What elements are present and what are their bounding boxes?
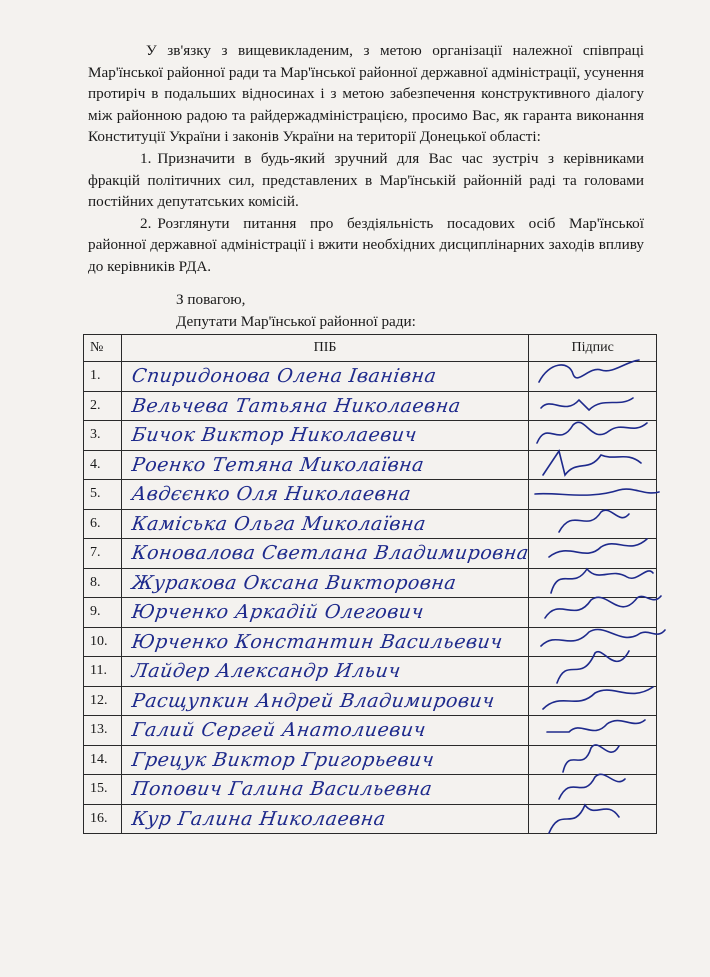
header-signature: Підпис [529,335,657,362]
row-number: 10. [84,627,122,657]
request-item-1 [88,148,644,213]
signatories-label: Депутати Мар'їнської районної ради: [176,312,416,330]
row-name-cell [121,568,529,598]
row-number: 5. [84,480,122,510]
handwritten-name: Коновалова Светлана Владимировна [130,542,530,565]
row-name-cell [121,509,529,539]
row-name-cell [121,391,529,421]
row-name-cell [121,362,529,392]
signature-rows [84,362,657,834]
handwritten-name: Каміська Ольга Миколаївна [130,512,428,535]
letter-paragraph: У зв'язку з вищевикладеним, з метою організації належної співпраці Мар'їнської районної ради та Мар'їнської районної державної адміністрації, усунення протиріч в подальших відносинах і з метою забезпечення конструктивного діалогу між районною радою та райдержадміністрацією, просимо Вас, як гаранта виконання Конституції України і законів України на території Донецької області: [88,42,644,146]
handwritten-name: Журакова Оксана Викторовна [130,571,458,594]
header-number: № [84,335,122,362]
handwritten-name: Авдєєнко Оля Николаевна [130,483,413,506]
row-name-cell [121,686,529,716]
row-number: 9. [84,598,122,628]
row-name-cell [121,480,529,510]
table-row [84,804,657,834]
handwritten-name: Галий Сергей Анатолиевич [130,719,428,742]
row-signature-cell [529,804,657,834]
row-name-cell [121,539,529,569]
row-name-cell [121,804,529,834]
handwritten-name: Юрченко Константин Васильевич [130,630,504,653]
handwritten-name: Юрченко Аркадій Олегович [130,601,426,624]
row-number: 16. [84,804,122,834]
row-name-cell [121,450,529,480]
handwritten-name: Кур Галина Николаевна [130,807,387,830]
row-name-cell [121,421,529,451]
request-item-text: Розглянути питання про бездіяльність посадових осіб Мар'їнської районної державної адміністрації і вжити необхідних дисциплінарних заходів впливу до керівників РДА. [88,214,644,275]
handwritten-name: Спиридонова Олена Іванівна [130,365,438,388]
row-number: 8. [84,568,122,598]
signature-table [83,334,657,834]
row-number: 7. [84,539,122,569]
row-number: 12. [84,686,122,716]
closing-salutation: З повагою, [176,291,246,308]
signature-scribble [529,799,671,839]
row-number: 15. [84,775,122,805]
row-number: 1. [84,362,122,392]
row-name-cell [121,627,529,657]
row-name-cell [121,716,529,746]
row-number: 14. [84,745,122,775]
row-number: 4. [84,450,122,480]
row-number: 2. [84,391,122,421]
row-name-cell [121,657,529,687]
handwritten-name: Расщупкин Андрей Владимирович [130,689,496,712]
handwritten-name: Вельчева Татьяна Николаевна [130,394,462,417]
request-item-number: 2. [140,214,152,232]
row-number: 11. [84,657,122,687]
handwritten-name: Лайдер Александр Ильич [130,660,402,683]
row-number: 13. [84,716,122,746]
handwritten-name: Роенко Тетяна Миколаївна [130,453,426,476]
row-number: 3. [84,421,122,451]
handwritten-name: Попович Галина Васильевна [130,778,434,801]
row-name-cell [121,775,529,805]
row-name-cell [121,598,529,628]
header-name: ПІБ [121,335,529,362]
request-item-number: 1. [140,149,152,167]
letter-body [88,40,644,278]
handwritten-name: Грецук Виктор Григорьевич [130,748,436,771]
closing-block [176,289,416,332]
request-item-2 [88,213,644,278]
row-number: 6. [84,509,122,539]
handwritten-name: Бичок Виктор Николаевич [130,424,419,447]
row-name-cell [121,745,529,775]
request-item-text: Призначити в будь-який зручний для Вас час зустріч з керівниками фракцій політичних сил, представлених в Мар'їнській районній раді та головами постійних депутатських комісій. [88,149,644,211]
